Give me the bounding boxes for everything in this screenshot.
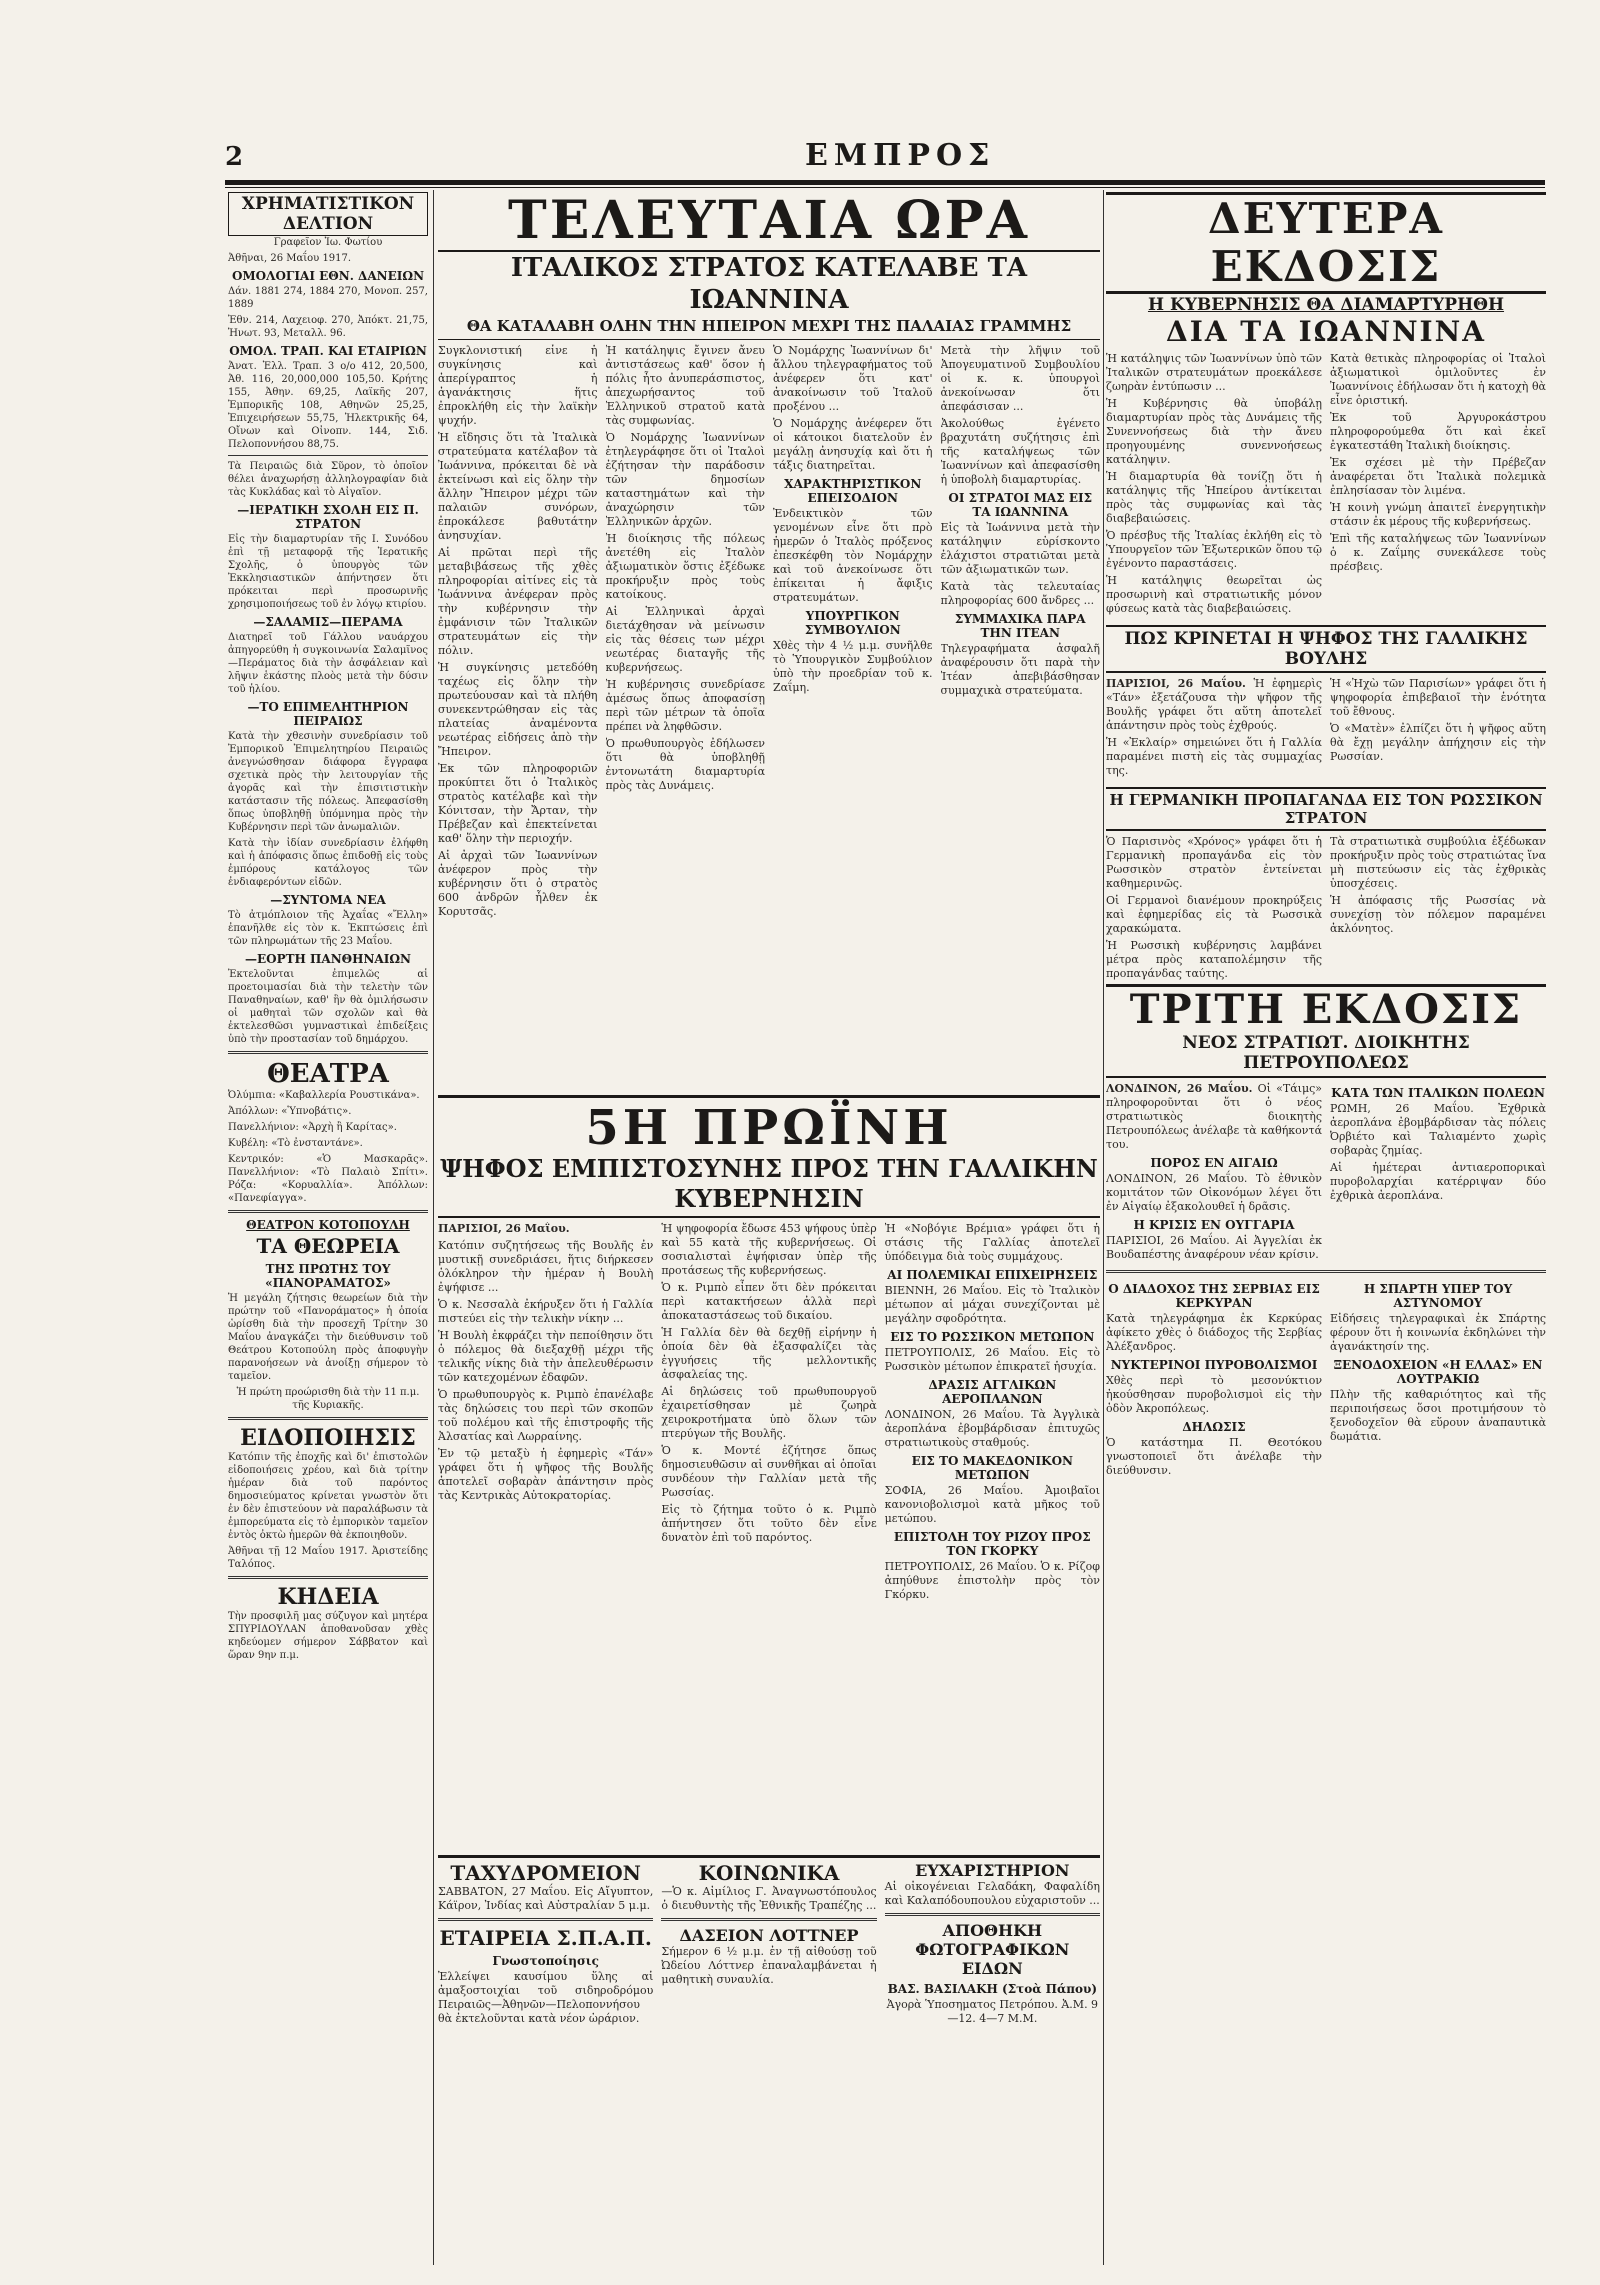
market-line: ΟΜΟΛΟΓΙΑΙ ΕΘΝ. ΔΑΝΕΙΩΝ: [231, 269, 425, 283]
left-column: ΧΡΗΜΑΤΙΣΤΙΚΟΝ ΔΕΛΤΙΟΝ Γραφεῖον Ἰω. Φωτίου Ἀθῆναι, 26 Μαΐου 1917. ΟΜΟΛΟΓΙΑΙ ΕΘΝ. ΔΑΝΕΙΩΝ Δάν. 1881 274, 1884 270, Μονοπ. 257, 1889 Ἐθν. 214, Λαχειοφ. 270, Ἀπόκτ. 21,75, Ἡνωτ. 93, Μεταλλ. 96. ΟΜΟΛ. ΤΡΑΠ. ΚΑΙ ΕΤΑΙΡΙΩΝ Ἀνατ. Ἑλλ. Τραπ. 3 ο/ο 412, 20,500, Ἀθ. 116, 20,000,000 105,50. Κρήτης 155, Ἀθην. 69,25, Λαϊκῆς 207, Ἐμπορικῆς 108, Αθηνῶν 25,25, Ἐπιχειρήσεων 55,75, Ἠλεκτρικῆς 64, Οἴνων καὶ Οἰνοπν. 144, Σιδ. Πελοποννήσου 88,75. Τὰ Πειραιῶς διὰ Σῦρον, τὸ ὁποῖον θέλει ἀναχωρήσῃ ἀλληλογραφίαν διὰ τὰς Κυκλάδας καὶ τὸ Αἰγαῖον. —ΙΕΡΑΤΙΚΗ ΣΧΟΛΗ ΕΙΣ Π. ΣΤΡΑΤΟΝ Εἰς τὴν διαμαρτυρίαν τῆς Ι. Συνόδου ἐπὶ τῇ μεταφορᾷ τῆς Ἱερατικῆς Σχολῆς, ὁ ὑπουργὸς τῶν Ἐκκλησιαστικῶν ἀπήντησεν ὅτι πρόκειται περὶ προσωρινῆς χρησιμοποιήσεως τοῦ ἐν λόγῳ κτιρίου. —ΣΑΛΑΜΙΣ—ΠΕΡΑΜΑ Διατηρεῖ τοῦ Γάλλου ναυάρχου ἀπηγορεύθη ἡ συγκοινωνία Σαλαμῖνος—Περάματος διὰ τὴν ἀσφάλειαν καὶ λῆψιν ἑκάστης πλοὸς μετὰ τὴν δύσιν τοῦ ἡλίου. —ΤΟ ΕΠΙΜΕΛΗΤΗΡΙΟΝ ΠΕΙΡΑΙΩΣ Κατὰ τὴν χθεσινὴν συνεδρίασιν τοῦ Ἐμπορικοῦ Ἐπιμελητηρίου Πειραιῶς ἀνεγνώσθησαν διάφορα ἔγγραφα σχετικὰ πρὸς τὴν λειτουργίαν τῆς ἀγορᾶς καὶ τὴν ἐπισιτιστικὴν κατάστασιν τῆς πόλεως. Ἀπεφασίσθη ὅπως ὑποβληθῇ ὑπόμνημα πρὸς τὴν Κυβέρνησιν περὶ τῶν ἀνωμαλιῶν. Κατὰ τὴν ἰδίαν συνεδρίασιν ἐλήφθη καὶ ἡ ἀπόφασις ὅπως ἐπιδοθῇ εἰς τοὺς ἐμπόρους κατάλογος τῶν ἐνδιαφερόντων εἰδῶν. —ΣΥΝΤΟΜΑ ΝΕΑ Τὸ ἀτμόπλοιον τῆς Ἀχαΐας «Ἔλλη» ἐπανῆλθε εἰς τὸν κ. Ἐκπτώσεις ἐπὶ τῶν πληρωμάτων τῆς 23 Μαΐου. —ΕΟΡΤΗ ΠΑΝΘΗΝΑΙΩΝ Ἐκτελοῦνται ἐπιμελῶς αἱ προετοιμασίαι διὰ τὴν τελετὴν τῶν Παναθηναίων, καθ' ἣν θὰ ὁμιλήσωσιν οἱ μαθηταὶ τῶν σχολῶν καὶ θὰ ἐκτελεσθῶσι γυμναστικαὶ ἐπιδείξεις ὑπὸ τὴν προστασίαν τοῦ δημάρχου. ΘΕΑΤΡΑ Ὀλύμπια: «Καβαλλερία Ρουστικάνα». Ἀπόλλων: «Ὑπνοβάτις». Πανελλήνιον: «Ἀρχὴ ἢ Καρίτας». Κυβέλη: «Τὸ ἐνσταντάνε». Κεντρικόν: «Ὁ Μασκαρᾶς». Πανελλήνιον: «Τὸ Παλαιὸ Σπίτι». Ρόζα: «Κορυαλλία». Ἀπόλλων: «Πανεφίαγγα». ΘΕΑΤΡΟΝ ΚΟΤΟΠΟΥΛΗ ΤΑ ΘΕΩΡΕΙΑ ΤΗΣ ΠΡΩΤΗΣ ΤΟΥ «ΠΑΝΟΡΑΜΑΤΟΣ» Ἡ μεγάλη ζήτησις θεωρείων διὰ τὴν πρώτην τοῦ «Πανοράματος» ἡ ὁποία ὡρίσθη διὰ τὴν προσεχῆ Τρίτην 30 Μαΐου ἀναγκάζει τὴν διεύθυνσιν τοῦ Θεάτρου Κοτοπούλη πρὸς ἀποφυγὴν παρανοήσεων νὰ ἀνοίξῃ σήμερον τὸ ταμεῖον. Ἡ πρώτη προώρισθη διὰ τὴν 11 π.μ. τῆς Κυριακῆς. ΕΙΔΟΠΟΙΗΣΙΣ Κατόπιν τῆς ἐποχῆς καὶ δι' ἐπιστολῶν εἰδοποιήσεις χρέου, καὶ διὰ τρίτην ἡμέραν διὰ τοῦ παρόντος δημοσιεύματος κρίνεται γνωστὸν ὅτι ἐν δὲν ἐπιστεύουν νὰ παραλάβωσιν τὰ ἐμπορεύματα εἰς τὸ ἐμπορικὸν ταμεῖον ἐντὸς ὀκτὼ ἡμερῶν θὰ ἐκποιηθοῦν. Ἀθῆναι τῇ 12 Μαΐου 1917. Ἀριστείδης Ταλόπος. ΚΗΔΕΙΑ Τὴν προσφιλῆ μας σύζυγον καὶ μητέρα ΣΠΥΡΙΔΟΥΛΑΝ ἀποθανοῦσαν χθὲς κηδεύομεν σήμερον Σάββατον καὶ ὥραν 9ην π.μ.: [228, 194, 428, 1661]
funeral-text: Τὴν προσφιλῆ μας σύζυγον καὶ μητέρα ΣΠΥΡΙΔΟΥΛΑΝ ἀποθανοῦσαν χθὲς κηδεύομεν σήμερον Σάββατον καὶ ὥραν 9ην π.μ.: [228, 1611, 428, 1661]
middle-story: 5Η ΠΡΩΪΝΗ ΨΗΦΟΣ ΕΜΠΙΣΤΟΣΥΝΗΣ ΠΡΟΣ ΤΗΝ ΓΑΛΛΙΚΗΝ ΚΥΒΕΡΝΗΣΙΝ ΠΑΡΙΣΙΟΙ, 26 Μαΐου. Κατόπιν συζητήσεως τῆς Βουλῆς ἐν μυστικῇ συνεδριάσει, ἥτις διήρκεσεν ὁλόκληρον τὴν ἡμέραν ἡ Βουλὴ ἐψήφισε ... Ὁ κ. Νεσσαλὰ ἐκήρυξεν ὅτι ἡ Γαλλία πιστεύει εἰς τὴν τελικὴν νίκην ... Ἡ Βουλὴ ἐκφράζει τὴν πεποίθησιν ὅτι ὁ πόλεμος θὰ διεξαχθῇ μέχρι τῆς τελικῆς νίκης διὰ τὴν ἀπελευθέρωσιν τῶν κατεχομένων ἐδαφῶν. Ὁ πρωθυπουργὸς κ. Ριμπὸ ἐπανέλαβε τὰς δηλώσεις του περὶ τῶν σκοπῶν τοῦ πολέμου καὶ τῆς ἐπιστροφῆς τῆς Ἀλσατίας καὶ Λωρραίνης. Ἐν τῷ μεταξὺ ἡ ἐφημερὶς «Τάν» γράφει ὅτι ἡ ψῆφος τῆς Βουλῆς ἀποτελεῖ σοβαρὰν ἀπάντησιν πρὸς τὰς Κεντρικὰς Αὐτοκρατορίας. Ἡ ψηφοφορία ἔδωσε 453 ψήφους ὑπὲρ καὶ 55 κατὰ τῆς κυβερνήσεως. Οἱ σοσιαλισταὶ ἐψήφισαν ὑπὲρ τῆς προτάσεως τῆς κυβερνήσεως. Ὁ κ. Ριμπὸ εἶπεν ὅτι δὲν πρόκειται περὶ κατακτήσεων ἀλλὰ περὶ ἀποκαταστάσεως τοῦ δικαίου. Ἡ Γαλλία δὲν θὰ δεχθῇ εἰρήνην ἡ ὁποία δὲν θὰ ἐξασφαλίζει τὰς ἐγγυήσεις τῆς μελλοντικῆς ἀσφαλείας της. Αἱ δηλώσεις τοῦ πρωθυπουργοῦ ἐχαιρετίσθησαν μὲ ζωηρὰ χειροκροτήματα ὑπὸ ὅλων τῶν πτερύγων τῆς Βουλῆς. Ὁ κ. Μοντέ ἐζήτησε ὅπως δημοσιευθῶσιν αἱ συνθῆκαι αἱ ὁποῖαι συνδέουν τὴν Γαλλίαν μετὰ τῆς Ρωσσίας. Εἰς τὸ ζήτημα τοῦτο ὁ κ. Ριμπὸ ἀπήντησεν ὅτι τοῦτο δὲν εἶνε δυνατὸν ἐπὶ τοῦ παρόντος. Ἡ «Νοβόγιε Βρέμια» γράφει ὅτι ἡ στάσις τῆς Γαλλίας ἀποτελεῖ ὑπόδειγμα διὰ τοὺς συμμάχους. ΑΙ ΠΟΛΕΜΙΚΑΙ ΕΠΙΧΕΙΡΗΣΕΙΣ ΒΙΕΝΝΗ, 26 Μαΐου. Εἰς τὸ Ἰταλικὸν μέτωπον αἱ μάχαι συνεχίζονται μὲ μεγάλην σφοδρότητα. ΕΙΣ ΤΟ ΡΩΣΣΙΚΟΝ ΜΕΤΩΠΟΝ ΠΕΤΡΟΥΠΟΛΙΣ, 26 Μαΐου. Εἰς τὸ Ρωσσικὸν μέτωπον ἐπικρατεῖ ἡσυχία. ΔΡΑΣΙΣ ΑΓΓΛΙΚΩΝ ΑΕΡΟΠΛΑΝΩΝ ΛΟΝΔΙΝΟΝ, 26 Μαΐου. Τὰ Ἀγγλικὰ ἀεροπλάνα ἐβομβάρδισαν ἐπιτυχῶς στρατιωτικοὺς σταθμούς. ΕΙΣ ΤΟ ΜΑΚΕΔΟΝΙΚΟΝ ΜΕΤΩΠΟΝ ΣΟΦΙΑ, 26 Μαΐου. Ἀμοιβαῖοι κανονιοβολισμοὶ κατὰ μῆκος τοῦ μετώπου. ΕΠΙΣΤΟΛΗ ΤΟΥ ΡΙΖΟΥ ΠΡΟΣ ΤΟΝ ΓΚΟΡΚΥ ΠΕΤΡΟΥΠΟΛΙΣ, 26 Μαΐου. Ὁ κ. Ρίζοφ ἀπηύθυνε ἐπιστολὴν πρὸς τὸν Γκόρκυ.: [438, 1095, 1100, 1850]
newspaper-title: ΕΜΠΡΟΣ: [805, 138, 996, 173]
section-title: ΔΗΛΩΣΙΣ: [1182, 1420, 1246, 1434]
main-top-story: ΤΕΛΕΥΤΑΙΑ ΩΡΑ ΙΤΑΛΙΚΟΣ ΣΤΡΑΤΟΣ ΚΑΤΕΛΑΒΕ ΤΑ ΙΩΑΝΝΙΝΑ ΘΑ ΚΑΤΑΛΑΒΗ ΟΛΗΝ ΤΗΝ ΗΠΕΙΡΟΝ ΜΕΧΡΙ ΤΗΣ ΠΑΛΑΙΑΣ ΓΡΑΜΜΗΣ Συγκλονιστική εἶνε ἡ συγκίνησις καὶ ἀπερίγραπτος ἡ ἀγανάκτησις ἥτις ἐπροκλήθη εἰς τὴν λαϊκὴν ψυχήν. Ἡ εἴδησις ὅτι τὰ Ἰταλικὰ στρατεύματα κατέλαβον τὰ Ἰωάννινα, πρόκειται δὲ νὰ ἐκτείνωσι καὶ εἰς ὅλην τὴν ἄλλην Ἤπειρον μέχρι τῶν παλαιῶν συνόρων, ἐπροκάλεσε βαθυτάτην ἀνησυχίαν. Αἱ πρῶται περὶ τῆς μεταβιβάσεως τῆς χθὲς πληροφορίαι αἰτίνες εἰς τὰ Ἰωάννινα ἀνέφεραν πρὸς τὴν κυβέρνησιν τὴν ἐμφάνισιν τῶν Ἰταλικῶν στρατευμάτων εἰς τὴν πόλιν. Ἡ συγκίνησις μετεδόθη ταχέως εἰς ὅλην τὴν πρωτεύουσαν καὶ τὰ πλήθη συνεκεντρώθησαν εἰς τὰς πλατείας ἀναμένοντα νεωτέρας εἰδήσεις ἀπὸ τὴν Ἤπειρον. Ἐκ τῶν πληροφοριῶν προκύπτει ὅτι ὁ Ἰταλικὸς στρατὸς κατέλαβε καὶ τὴν Κόνιτσαν, τὴν Ἄρταν, τὴν Πρέβεζαν καὶ ἐπεκτείνεται καθ' ὅλην τὴν περιοχήν. Αἱ ἀρχαὶ τῶν Ἰωαννίνων ἀνέφερον πρὸς τὴν κυβέρνησιν ὅτι ὁ στρατὸς 600 ἀνδρῶν ἦλθεν ἐκ Κορυτσᾶς. Ἡ κατάληψις ἔγινεν ἄνευ ἀντιστάσεως καθ' ὅσον ἡ πόλις ἦτο ἀνυπεράσπιστος, ἀπεχωρήσαντος τοῦ Ἑλληνικοῦ στρατοῦ κατὰ τὰς συμφωνίας. Ὁ Νομάρχης Ἰωαννίνων ἐτηλεγράφησε ὅτι οἱ Ἰταλοὶ ἐζήτησαν τὴν παράδοσιν τῶν δημοσίων καταστημάτων καὶ τὴν ἀναχώρησιν τῶν Ἑλληνικῶν ἀρχῶν. Ἡ διοίκησις τῆς πόλεως ἀνετέθη εἰς Ἰταλὸν ἀξιωματικὸν ὅστις ἐξέδωκε προκήρυξιν πρὸς τοὺς κατοίκους. Αἱ Ἑλληνικαὶ ἀρχαὶ διετάχθησαν νὰ μείνωσιν εἰς τὰς θέσεις των μέχρι νεωτέρας διαταγῆς τῆς κυβερνήσεως. Ἡ κυβέρνησις συνεδρίασε ἀμέσως ὅπως ἀποφασίσῃ περὶ τῶν μέτρων τὰ ὁποῖα πρέπει νὰ ληφθῶσιν. Ὁ πρωθυπουργὸς ἐδήλωσεν ὅτι θὰ ὑποβληθῇ ἐντονωτάτη διαμαρτυρία πρὸς τὰς Δυνάμεις. Ὁ Νομάρχης Ἰωαννίνων δι' ἄλλου τηλεγραφήματος τοῦ ἀνέφερεν ὅτι κατ' ἀνακοίνωσιν τοῦ Ἰταλοῦ προξένου ... Ὁ Νομάρχης ἀνέφερεν ὅτι οἱ κάτοικοι διατελοῦν ἐν μεγάλῃ ἀνησυχίᾳ καὶ ὅτι ἡ τάξις διατηρεῖται. ΧΑΡΑΚΤΗΡΙΣΤΙΚΟΝ ΕΠΕΙΣΟΔΙΟΝ Ἐνδεικτικὸν τῶν γενομένων εἶνε ὅτι πρὸ ἡμερῶν ὁ Ἰταλὸς πρόξενος ἐπεσκέφθη τὸν Νομάρχην καὶ τοῦ ἀνεκοίνωσε ὅτι ἐπίκειται ἡ ἄφιξις στρατευμάτων. ΥΠΟΥΡΓΙΚΟΝ ΣΥΜΒΟΥΛΙΟΝ Χθὲς τὴν 4 ½ μ.μ. συνῆλθε τὸ Ὑπουργικὸν Συμβούλιον ὑπὸ τὴν προεδρίαν τοῦ κ. Ζαΐμη. Μετὰ τὴν λῆψιν τοῦ Ἀπογευματινοῦ Συμβουλίου οἱ κ. κ. ὑπουργοὶ ἀνεκοίνωσαν ὅτι ἀπεφάσισαν ... Ἀκολούθως ἐγένετο βραχυτάτη συζήτησις ἐπὶ τῆς καταλήψεως τῶν Ἰωαννίνων καὶ ἀπεφασίσθη ἡ ὑποβολὴ διαμαρτυρίας. ΟΙ ΣΤΡΑΤΟΙ ΜΑΣ ΕΙΣ ΤΑ ΙΩΑΝΝΙΝΑ Εἰς τὰ Ἰωάννινα μετὰ τὴν κατάληψιν εὑρίσκοντο ἐλάχιστοι στρατιῶται μετὰ τῶν ἀξιωματικῶν των. Κατὰ τὰς τελευταίας πληροφορίας 600 ἄνδρες ... ΣΥΜΜΑΧΙΚΑ ΠΑΡΑ ΤΗΝ ΙΤΕΑΝ Τηλεγραφήματα ἀσφαλῆ ἀναφέρουσιν ὅτι παρὰ τὴν Ἰτέαν ἀπεβιβάσθησαν συμμαχικὰ στρατεύματα.: [438, 192, 1100, 918]
thanks-title: ΕΥΧΑΡΙΣΤΗΡΙΟΝ: [915, 1861, 1070, 1880]
second-edition-deck: ΔΙΑ ΤΑ ΙΩΑΝΝΙΝΑ: [1166, 315, 1486, 348]
third-edition-subtitle: ΝΕΟΣ ΣΤΡΑΤΙΩΤ. ΔΙΟΙΚΗΤΗΣ ΠΕΤΡΟΥΠΟΛΕΩΣ: [1106, 1033, 1546, 1078]
section-title: ΠΟΡΟΣ ΕΝ ΑΙΓΑΙΩ: [1150, 1156, 1278, 1170]
social-title: ΚΟΙΝΩΝΙΚΑ: [698, 1861, 840, 1885]
news-item: —ΤΟ ΕΠΙΜΕΛΗΤΗΡΙΟΝ ΠΕΙΡΑΙΩΣ: [247, 700, 409, 728]
news-item: —ΣΑΛΑΜΙΣ—ΠΕΡΑΜΑ: [253, 615, 403, 629]
theatre-line: Πανελλήνιον: «Ἀρχὴ ἢ Καρίτας».: [228, 1122, 397, 1133]
second-edition-subtitle: Η ΚΥΒΕΡΝΗΣΙΣ ΘΑ ΔΙΑΜΑΡΤΥΡΗΘΗ: [1147, 295, 1505, 315]
post-text: ΣΑΒΒΑΤΟΝ, 27 Μαΐου. Εἰς Αἴγυπτον, Κάϊρον, Ἰνδίας καὶ Αὐστραλίαν 5 μ.μ.: [438, 1885, 654, 1912]
story-paragraph: Μετὰ τὴν λῆψιν τοῦ Ἀπογευματινοῦ Συμβουλίου οἱ κ. κ. ὑπουργοὶ ἀνεκοίνωσαν ὅτι ἀπεφάσισαν ...: [940, 344, 1100, 413]
story-paragraph: Ἡ κατάληψις τῶν Ἰωαννίνων ὑπὸ τῶν Ἰταλικῶν στρατευμάτων προεκάλεσε ζωηρὰν ἐντύπωσιν ...: [1106, 352, 1322, 393]
social-text: —Ὁ κ. Αἰμίλιος Γ. Ἀναγνωστόπουλος ὁ διευθυντὴς τῆς Ἐθνικῆς Τραπέζης ...: [661, 1885, 877, 1912]
depot-title: ΑΠΟΘΗΚΗ ΦΩΤΟΓΡΑΦΙΚΩΝ ΕΙΔΩΝ: [915, 1921, 1070, 1978]
section-title: Η ΚΡΙΣΙΣ ΕΝ ΟΥΓΓΑΡΙΑ: [1133, 1218, 1295, 1232]
news-item: —ΙΕΡΑΤΙΚΗ ΣΧΟΛΗ ΕΙΣ Π. ΣΤΡΑΤΟΝ: [237, 503, 419, 531]
story-paragraph: Κατὰ τὰς τελευταίας πληροφορίας 600 ἄνδρες ...: [940, 580, 1100, 607]
section-title: Ο ΔΙΑΔΟΧΟΣ ΤΗΣ ΣΕΡΒΙΑΣ ΕΙΣ ΚΕΡΚΥΡΑΝ: [1108, 1282, 1320, 1310]
section-title: ΕΙΣ ΤΟ ΜΑΚΕΔΟΝΙΚΟΝ ΜΕΤΩΠΟΝ: [911, 1454, 1073, 1482]
section-title: Η ΣΠΑΡΤΗ ΥΠΕΡ ΤΟΥ ΑΣΤΥΝΟΜΟΥ: [1363, 1282, 1513, 1310]
main-subhead: ΙΤΑΛΙΚΟΣ ΣΤΡΑΤΟΣ ΚΑΤΕΛΑΒΕ ΤΑ ΙΩΑΝΝΙΝΑ: [510, 253, 1028, 315]
theoreia-subtitle: ΤΗΣ ΠΡΩΤΗΣ ΤΟΥ «ΠΑΝΟΡΑΜΑΤΟΣ»: [265, 1262, 391, 1290]
depot-subtitle: ΒΑΣ. ΒΑΣΙΛΑΚΗ (Στοὰ Πάπου): [887, 1982, 1098, 1996]
section-title: ΧΑΡΑΚΤΗΡΙΣΤΙΚΟΝ ΕΠΕΙΣΟΔΙΟΝ: [784, 477, 922, 505]
market-line: Γραφεῖον Ἰω. Φωτίου: [273, 237, 383, 248]
third-edition-title: ΤΡΙΤΗ ΕΚΔΟΣΙΣ: [1106, 984, 1546, 1033]
masthead-rule-thin: [225, 187, 1545, 188]
bottom-notices: ΤΑΧΥΔΡΟΜΕΙΟΝ ΣΑΒΒΑΤΟΝ, 27 Μαΐου. Εἰς Αἴγυπτον, Κάϊρον, Ἰνδίας καὶ Αὐστραλίαν 5 μ.μ. ΕΤΑΙΡΕΙΑ Σ.Π.Α.Π. Γνωστοποίησις Ἐλλείψει καυσίμου ὕλης αἱ ἀμαξοστοιχίαι τοῦ σιδηροδρόμου Πειραιῶς—Ἀθηνῶν—Πελοποννήσου θὰ ἐκτελοῦνται κατὰ νέον ὡράριον. ΚΟΙΝΩΝΙΚΑ —Ὁ κ. Αἰμίλιος Γ. Ἀναγνωστόπουλος ὁ διευθυντὴς τῆς Ἐθνικῆς Τραπέζης ... ΔΑΣΕΙΟΝ ΛΟΤΤΝΕΡ Σήμερον 6 ½ μ.μ. ἐν τῇ αἰθούσῃ τοῦ Ὠδείου Λόττνερ ἐπαναλαμβάνεται ἡ μαθητικὴ συναυλία. ΕΥΧΑΡΙΣΤΗΡΙΟΝ Αἱ οἰκογένειαι Γελαδάκη, Φαφαλίδη καὶ Καλαπόδουπουλου εὐχαριστοῦν ... ΑΠΟΘΗΚΗ ΦΩΤΟΓΡΑΦΙΚΩΝ ΕΙΔΩΝ ΒΑΣ. ΒΑΣΙΛΑΚΗ (Στοὰ Πάπου) Ἀγορὰ Ὑποσηματος Πετρόπου. Ἀ.Μ. 9—12. 4—7 Μ.Μ.: [438, 1855, 1100, 2265]
masthead-rule: [225, 180, 1545, 185]
main-headline: ΤΕΛΕΥΤΑΙΑ ΩΡΑ: [438, 192, 1100, 252]
kotopouli-title: ΘΕΑΤΡΟΝ ΚΟΤΟΠΟΥΛΗ: [246, 1218, 410, 1232]
column-divider: [433, 190, 434, 2265]
second-edition-title: ΔΕΥΤΕΡΑ ΕΚΔΟΣΙΣ: [1106, 192, 1546, 294]
lottner-title: ΔΑΣΕΙΟΝ ΛΟΤΤΝΕΡ: [679, 1926, 859, 1945]
news-item: —ΕΟΡΤΗ ΠΑΝΘΗΝΑΙΩΝ: [244, 952, 411, 966]
section-title: ΝΥΚΤΕΡΙΝΟΙ ΠΥΡΟΒΟΛΙΣΜΟΙ: [1110, 1358, 1318, 1372]
page-number: 2: [225, 142, 244, 172]
thanks-text: Αἱ οἰκογένειαι Γελαδάκη, Φαφαλίδη καὶ Καλαπόδουπουλου εὐχαριστοῦν ...: [884, 1880, 1100, 1907]
section-title: ΚΑΤΑ ΤΩΝ ΙΤΑΛΙΚΩΝ ΠΟΛΕΩΝ: [1331, 1086, 1545, 1100]
dateline: ΛΟΝΔΙΝΟΝ, 26 Μαΐου.: [1106, 1082, 1253, 1095]
main-deck: ΘΑ ΚΑΤΑΛΑΒΗ ΟΛΗΝ ΤΗΝ ΗΠΕΙΡΟΝ ΜΕΧΡΙ ΤΗΣ ΠΑΛΑΙΑΣ ΓΡΑΜΜΗΣ: [438, 316, 1100, 340]
section-title: ΟΙ ΣΤΡΑΤΟΙ ΜΑΣ ΕΙΣ ΤΑ ΙΩΑΝΝΙΝΑ: [948, 491, 1093, 519]
market-title: ΧΡΗΜΑΤΙΣΤΙΚΟΝ ΔΕΛΤΙΟΝ: [228, 192, 428, 236]
section-title: ΑΙ ΠΟΛΕΜΙΚΑΙ ΕΠΙΧΕΙΡΗΣΕΙΣ: [887, 1268, 1098, 1282]
masthead: [225, 138, 1545, 178]
right-column: ΔΕΥΤΕΡΑ ΕΚΔΟΣΙΣ Η ΚΥΒΕΡΝΗΣΙΣ ΘΑ ΔΙΑΜΑΡΤΥΡΗΘΗ ΔΙΑ ΤΑ ΙΩΑΝΝΙΝΑ Ἡ κατάληψις τῶν Ἰωαννίνων ὑπὸ τῶν Ἰταλικῶν στρατευμάτων προεκάλεσε ζωηρὰν ἐντύπωσιν ... Ἡ Κυβέρνησις θὰ ὑποβάλῃ διαμαρτυρίαν πρὸς τὰς Δυνάμεις τῆς Συνεννοήσεως διὰ τὴν ἄνευ προηγουμένης συνεννοήσεως κατάληψιν. Ἡ διαμαρτυρία θὰ τονίζῃ ὅτι ἡ κατάληψις τῆς Ἠπείρου ἀντίκειται πρὸς τὰς συμφωνίας καὶ τὰς διαβεβαιώσεις. Ὁ πρέσβυς τῆς Ἰταλίας ἐκλήθη εἰς τὸ Ὑπουργεῖον τῶν Ἐξωτερικῶν ὅπου τῷ ἐγένοντο παραστάσεις. Ἡ κατάληψις θεωρεῖται ὡς προσωρινὴ καὶ στρατιωτικῆς μόνον φύσεως κατὰ τὰς διαβεβαιώσεις. Κατὰ θετικὰς πληροφορίας οἱ Ἰταλοὶ ἀξιωματικοὶ ὁμιλοῦντες ἐν Ἰωαννίνοις ἐδήλωσαν ὅτι ἡ κατοχὴ θὰ εἶνε ὁριστική. Ἐκ τοῦ Ἀργυροκάστρου πληροφορούμεθα ὅτι καὶ ἐκεῖ ἐγκατεστάθη Ἰταλικὴ διοίκησις. Ἐκ σχέσει μὲ τὴν Πρέβεζαν ἀναφέρεται ὅτι Ἰταλικὰ πολεμικὰ ἐπλησίασαν τὸν λιμένα. Ἡ κοινὴ γνώμη ἀπαιτεῖ ἐνεργητικὴν στάσιν ἐκ μέρους τῆς κυβερνήσεως. Ἐπὶ τῆς καταλήψεως τῶν Ἰωαννίνων ὁ κ. Ζαΐμης συνεκάλεσε τοὺς πρέσβεις. ΠΩΣ ΚΡΙΝΕΤΑΙ Η ΨΗΦΟΣ ΤΗΣ ΓΑΛΛΙΚΗΣ ΒΟΥΛΗΣ ΠΑΡΙΣΙΟΙ, 26 Μαΐου. Ἡ ἐφημερὶς «Τάν» ἐξετάζουσα τὴν ψῆφον τῆς Βουλῆς γράφει ὅτι αὕτη ἀποτελεῖ ἀπάντησιν πρὸς τοὺς ἐχθρούς. Ἡ «Ἐκλαίρ» σημειώνει ὅτι ἡ Γαλλία παραμένει πιστὴ εἰς τὰς συμμαχίας της. Ἡ «Ἠχὼ τῶν Παρισίων» γράφει ὅτι ἡ ψηφοφορία ἐπιβεβαιοῖ τὴν ἑνότητα τοῦ ἔθνους. Ὁ «Ματὲν» ἐλπίζει ὅτι ἡ ψῆφος αὕτη θὰ ἔχῃ μεγάλην ἀπήχησιν εἰς τὴν Ρωσσίαν. Η ΓΕΡΜΑΝΙΚΗ ΠΡΟΠΑΓΑΝΔΑ ΕΙΣ ΤΟΝ ΡΩΣΣΙΚΟΝ ΣΤΡΑΤΟΝ Ὁ Παρισινὸς «Χρόνος» γράφει ὅτι ἡ Γερμανικὴ προπαγάνδα εἰς τὸν Ρωσσικὸν στρατὸν ἐντείνεται καθημερινῶς. Οἱ Γερμανοὶ διανέμουν προκηρύξεις καὶ ἐφημερίδας εἰς τὰ Ρωσσικὰ χαρακώματα. Ἡ Ρωσσικὴ κυβέρνησις λαμβάνει μέτρα πρὸς καταπολέμησιν τῆς προπαγάνδας ταύτης. Τὰ στρατιωτικὰ συμβούλια ἐξέδωκαν προκήρυξιν πρὸς τοὺς στρατιώτας ἵνα μὴ πιστεύωσιν εἰς τὰς ἐχθρικὰς ὑποσχέσεις. Ἡ ἀπόφασις τῆς Ρωσσίας νὰ συνεχίσῃ τὸν πόλεμον παραμένει ἀκλόνητος. ΤΡΙΤΗ ΕΚΔΟΣΙΣ ΝΕΟΣ ΣΤΡΑΤΙΩΤ. ΔΙΟΙΚΗΤΗΣ ΠΕΤΡΟΥΠΟΛΕΩΣ ΛΟΝΔΙΝΟΝ, 26 Μαΐου. Οἱ «Τάιμς» πληροφοροῦνται ὅτι ὁ νέος στρατιωτικὸς διοικητὴς Πετρουπόλεως ἀνέλαβε τὰ καθήκοντά του. ΠΟΡΟΣ ΕΝ ΑΙΓΑΙΩ ΛΟΝΔΙΝΟΝ, 26 Μαΐου. Τὸ ἐθνικὸν κομιτάτον τῶν Οἰκονόμων λέγει ὅτι ἐν Αἰγαίῳ ἐξακολουθεῖ ἡ δρᾶσις. Η ΚΡΙΣΙΣ ΕΝ ΟΥΓΓΑΡΙΑ ΠΑΡΙΣΙΟΙ, 26 Μαΐου. Αἱ Ἀγγελίαι ἐκ Βουδαπέστης ἀναφέρουν νέαν κρίσιν. ΚΑΤΑ ΤΩΝ ΙΤΑΛΙΚΩΝ ΠΟΛΕΩΝ ΡΩΜΗ, 26 Μαΐου. Ἐχθρικὰ ἀεροπλάνα ἐβομβάρδισαν τὰς πόλεις Ὀρβιέτο καὶ Ταλιαμέντο χωρὶς σοβαρὰς ζημίας. Αἱ ἡμέτεραι ἀντιαεροπορικαὶ πυροβολαρχίαι κατέρριψαν δύο ἐχθρικὰ ἀεροπλάνα. Ο ΔΙΑΔΟΧΟΣ ΤΗΣ ΣΕΡΒΙΑΣ ΕΙΣ ΚΕΡΚΥΡΑΝ Κατὰ τηλεγράφημα ἐκ Κερκύρας ἀφίκετο χθὲς ὁ διάδοχος τῆς Σερβίας Ἀλέξανδρος. ΝΥΚΤΕΡΙΝΟΙ ΠΥΡΟΒΟΛΙΣΜΟΙ Χθὲς περὶ τὸ μεσονύκτιον ἠκούσθησαν πυροβολισμοὶ εἰς τὴν ὁδὸν Ἀκροπόλεως. ΔΗΛΩΣΙΣ Ὁ κατάστημα Π. Θεοτόκου γνωστοποιεῖ ὅτι ἀνέλαβε τὴν διεύθυνσιν. Η ΣΠΑΡΤΗ ΥΠΕΡ ΤΟΥ ΑΣΤΥΝΟΜΟΥ Εἰδήσεις τηλεγραφικαὶ ἐκ Σπάρτης φέρουν ὅτι ἡ κοινωνία ἐκδηλώνει τὴν ἀγανάκτησίν της. ΞΕΝΟΔΟΧΕΙΟΝ «Η ΕΛΛΑΣ» ΕΝ ΛΟΥΤΡΑΚΙΩ Πλὴν τῆς καθαριότητος καὶ τῆς περιποιήσεως ὅσοι προτιμήσουν τὸ ξενοδοχεῖον θὰ εὕρουν ἀναπαυτικὰ δωμάτια.: [1106, 194, 1546, 1477]
notices-title: ΕΙΔΟΠΟΙΗΣΙΣ: [240, 1425, 416, 1451]
dateline: ΠΑΡΙΣΙΟΙ, 26 Μαΐου.: [438, 1222, 570, 1235]
theoreia-title: ΤΑ ΘΕΩΡΕΙΑ: [256, 1234, 400, 1258]
story-paragraph: Κατόπιν συζητήσεως τῆς Βουλῆς ἐν μυστικῇ συνεδριάσει, ἥτις διήρκεσεν ὁλόκληρον τὴν ἡμέραν ἡ Βουλὴ ἐψήφισε ...: [438, 1239, 654, 1294]
market-line: ΟΜΟΛ. ΤΡΑΠ. ΚΑΙ ΕΤΑΙΡΙΩΝ: [229, 344, 427, 358]
funeral-title: ΚΗΔΕΙΑ: [277, 1584, 379, 1610]
section-title: ΕΙΣ ΤΟ ΡΩΣΣΙΚΟΝ ΜΕΤΩΠΟΝ: [890, 1330, 1095, 1344]
section-title: ΞΕΝΟΔΟΧΕΙΟΝ «Η ΕΛΛΑΣ» ΕΝ ΛΟΥΤΡΑΚΙΩ: [1333, 1358, 1543, 1386]
story-paragraph: Ὁ Νομάρχης Ἰωαννίνων δι' ἄλλου τηλεγραφήματος τοῦ ἀνέφερεν ὅτι κατ' ἀνακοίνωσιν τοῦ Ἰταλοῦ προξένου ...: [773, 344, 933, 413]
section-title: ΥΠΟΥΡΓΙΚΟΝ ΣΥΜΒΟΥΛΙΟΝ: [804, 609, 901, 637]
section-title: ΕΠΙΣΤΟΛΗ ΤΟΥ ΡΙΖΟΥ ΠΡΟΣ ΤΟΝ ΓΚΟΡΚΥ: [893, 1530, 1091, 1558]
section-title: ΠΩΣ ΚΡΙΝΕΤΑΙ Η ΨΗΦΟΣ ΤΗΣ ΓΑΛΛΙΚΗΣ ΒΟΥΛΗΣ: [1106, 625, 1546, 673]
theatre-line: Κυβέλη: «Τὸ ἐνσταντάνε».: [228, 1138, 363, 1149]
theatre-line: Ὀλύμπια: «Καβαλλερία Ρουστικάνα».: [228, 1090, 420, 1101]
market-line: Δάν. 1881 274, 1884 270, Μονοπ. 257, 1889: [228, 286, 428, 310]
dateline: ΠΑΡΙΣΙΟΙ, 26 Μαΐου.: [1106, 677, 1246, 690]
story-paragraph: Συγκλονιστική εἶνε ἡ συγκίνησις καὶ ἀπερίγραπτος ἡ ἀγανάκτησις ἥτις ἐπροκλήθη εἰς τὴν λαϊκὴν ψυχήν.: [438, 344, 598, 427]
theatre-title: ΘΕΑΤΡΑ: [267, 1059, 389, 1089]
post-title: ΤΑΧΥΔΡΟΜΕΙΟΝ: [450, 1861, 641, 1885]
story-paragraph: Ὁ κ. Νεσσαλὰ ἐκήρυξεν ὅτι ἡ Γαλλία πιστεύει εἰς τὴν τελικὴν νίκην ...: [438, 1298, 654, 1325]
section-title: Η ΓΕΡΜΑΝΙΚΗ ΠΡΟΠΑΓΑΝΔΑ ΕΙΣ ΤΟΝ ΡΩΣΣΙΚΟΝ ΣΤΡΑΤΟΝ: [1106, 787, 1546, 831]
news-item: —ΣΥΝΤΟΜΑ ΝΕΑ: [270, 893, 386, 907]
society-title: ΕΤΑΙΡΕΙΑ Σ.Π.Α.Π.: [439, 1926, 652, 1950]
section-title: ΣΥΜΜΑΧΙΚΑ ΠΑΡΑ ΤΗΝ ΙΤΕΑΝ: [954, 612, 1086, 640]
society-subtitle: Γνωστοποίησις: [492, 1954, 599, 1968]
section-title: ΔΡΑΣΙΣ ΑΓΓΛΙΚΩΝ ΑΕΡΟΠΛΑΝΩΝ: [928, 1378, 1057, 1406]
theatre-line: Ἀπόλλων: «Ὑπνοβάτις».: [228, 1106, 352, 1117]
market-line: Ἀθῆναι, 26 Μαΐου 1917.: [228, 253, 352, 264]
middle-headline: ΨΗΦΟΣ ΕΜΠΙΣΤΟΣΥΝΗΣ ΠΡΟΣ ΤΗΝ ΓΑΛΛΙΚΗΝ ΚΥΒΕΡΝΗΣΙΝ: [438, 1154, 1100, 1218]
edition-title: 5Η ΠΡΩΪΝΗ: [585, 1100, 953, 1156]
column-divider: [1103, 190, 1104, 2265]
